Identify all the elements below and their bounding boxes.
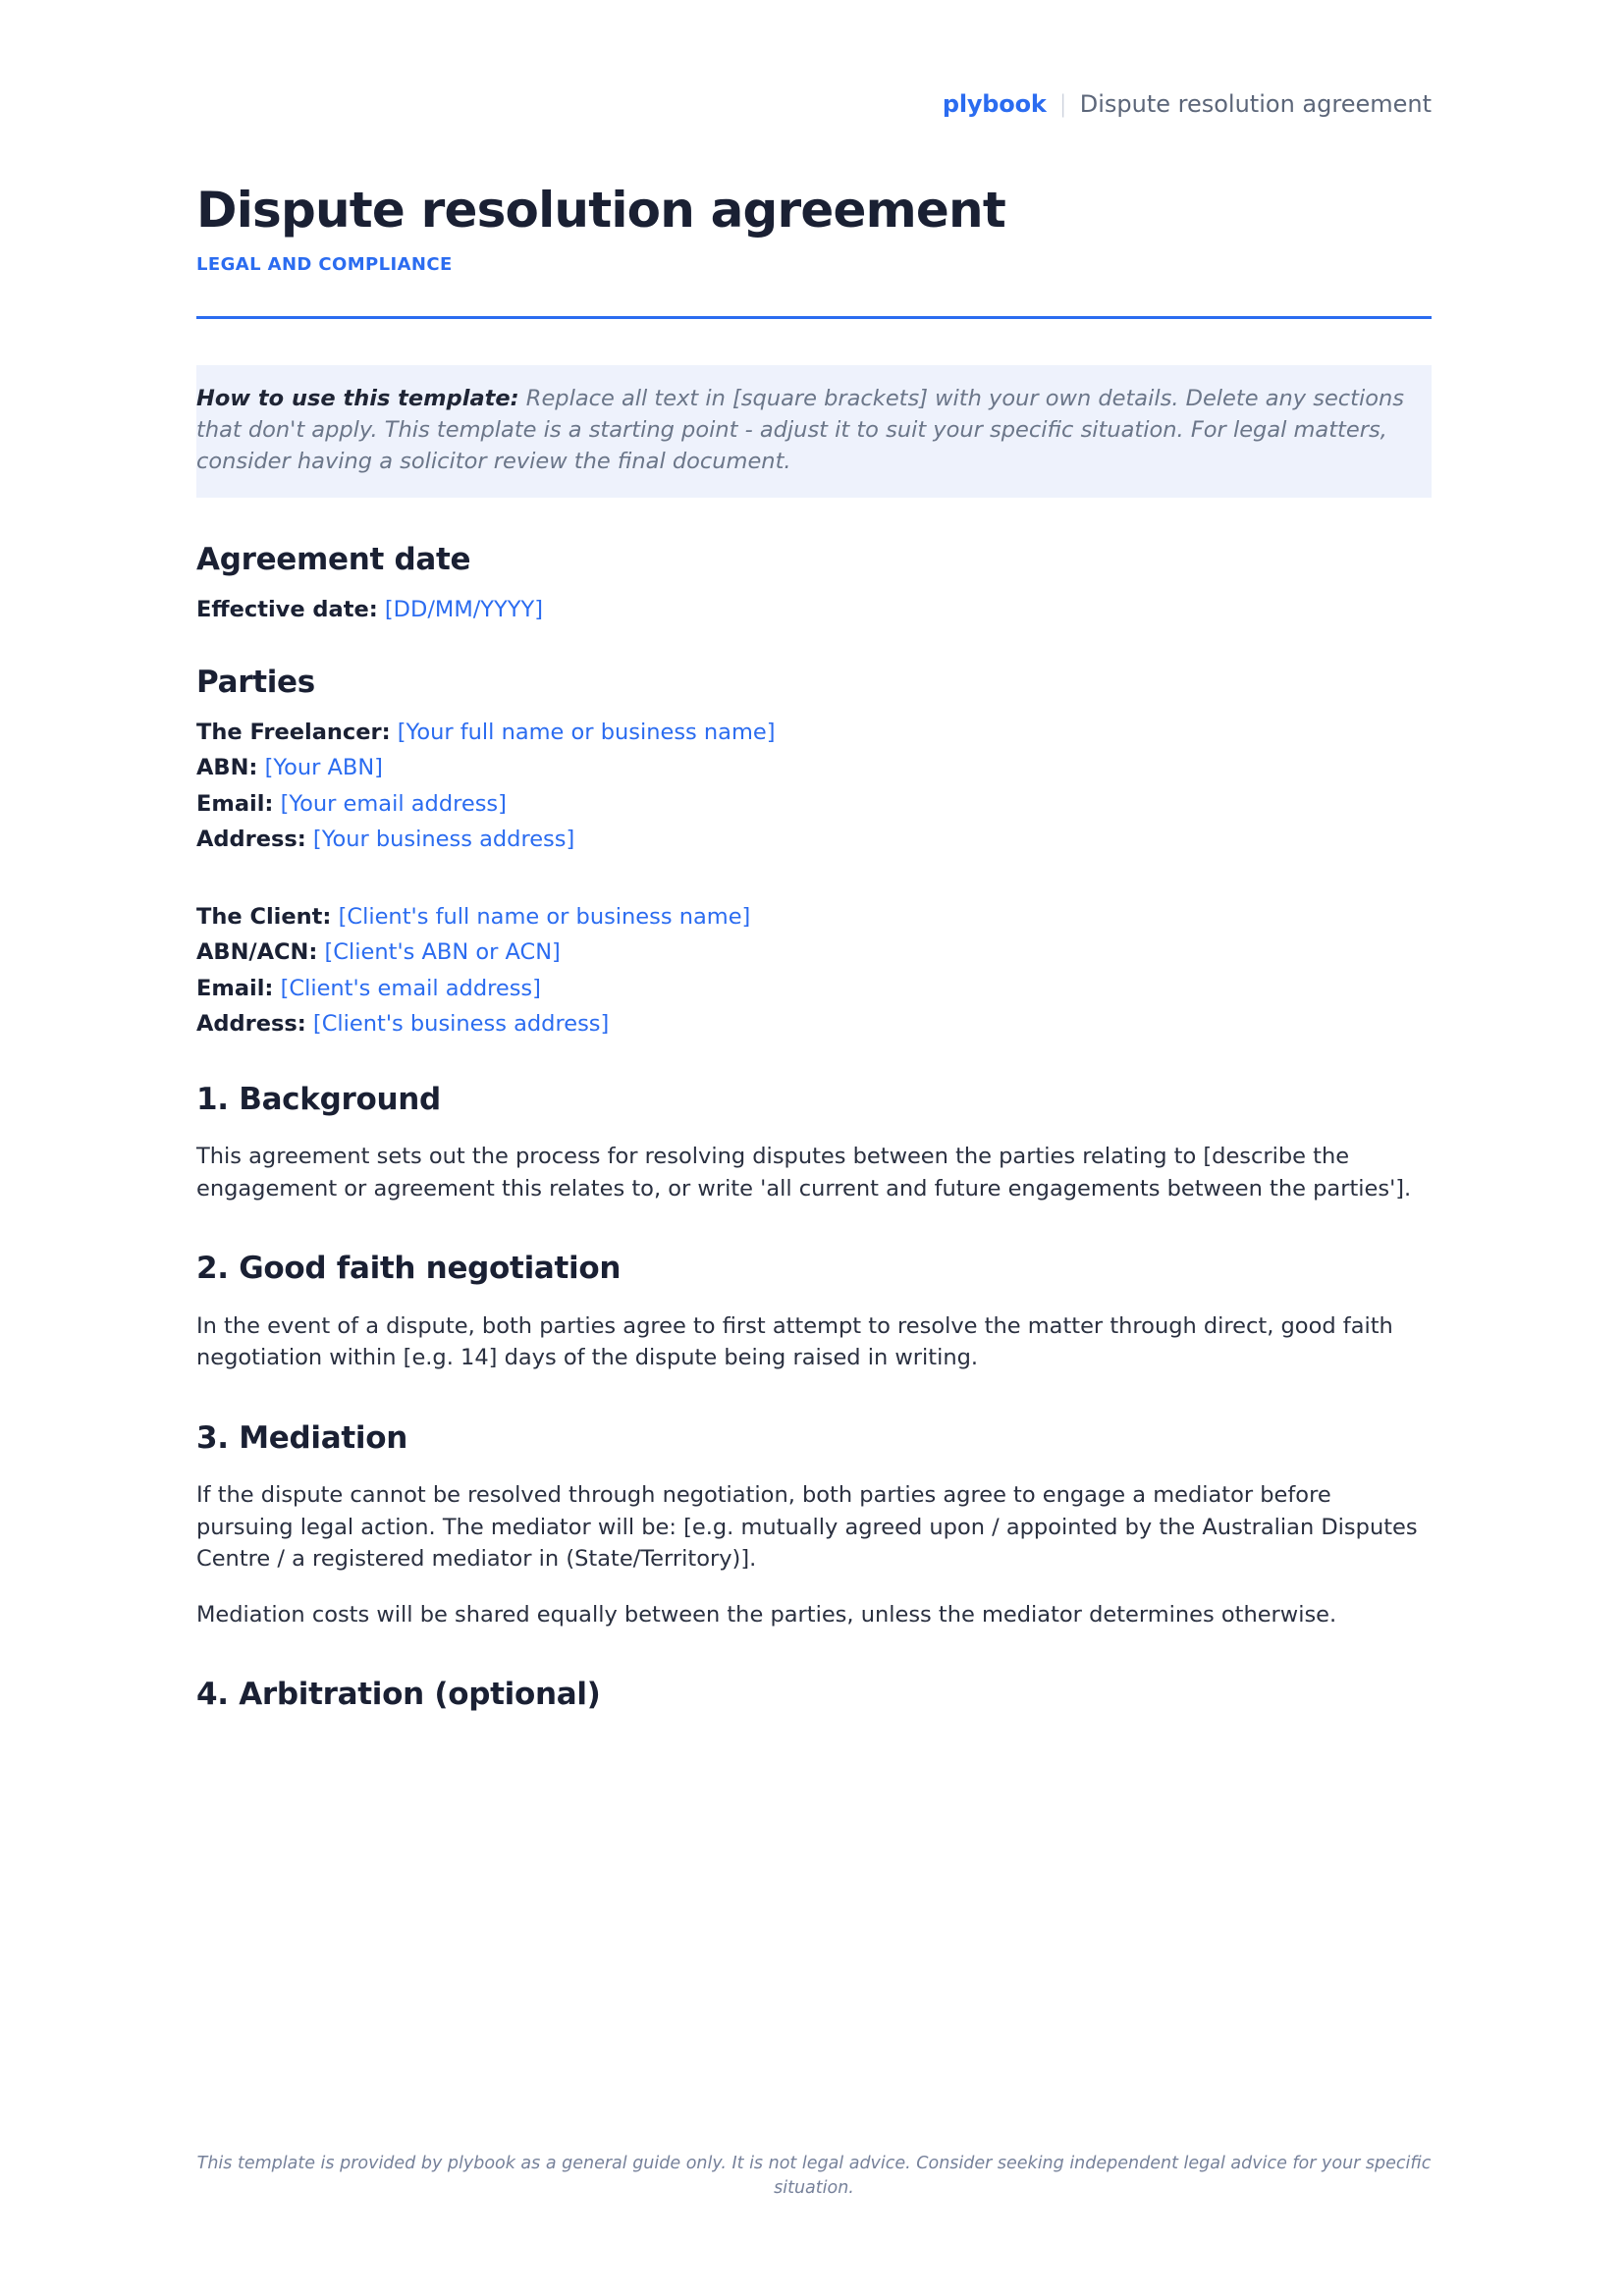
document-header [196, 90, 1432, 118]
heading-section-2: 2. Good faith negotiation [196, 1251, 622, 1287]
field-freelancer-address [196, 828, 1432, 851]
field-label: Effective date: [196, 597, 378, 623]
document-body [196, 542, 1432, 1714]
field-client-name [196, 903, 1432, 930]
field-client-email [196, 975, 1432, 1001]
callout-body: Replace all text in [square brackets] with your own details. Delete any sections that don't apply. This template is a starting point - adjust it to suit your specific situation. For legal matters, consider having a solicitor review the final document. [196, 386, 1404, 475]
header-separator: | [1058, 90, 1067, 118]
field-value: [Client's full name or business name] [338, 903, 751, 930]
field-freelancer-email [196, 790, 1432, 817]
field-label: Email: [196, 975, 274, 1001]
paragraph-section-2-0: In the event of a dispute, both parties agree to first attempt to resolve the matter through direct, good faith negotiation within [e.g. 14] days of the dispute being raised in writing. [196, 1312, 1393, 1371]
field-label: ABN: [196, 755, 258, 781]
field-value: [Your email address] [280, 790, 507, 817]
callout-text [196, 383, 1420, 478]
header-document-name: Dispute resolution agreement [1079, 90, 1432, 118]
field-value: [DD/MM/YYYY] [384, 597, 544, 623]
paragraph-section-3-0: If the dispute cannot be resolved through negotiation, both parties agree to engage a mediator before pursuing legal action. The mediator will be: [e.g. mutually agreed upon / appointed by the Australian Disputes Centre / a registered mediator in (State/Territory)]. [196, 1481, 1418, 1573]
heading-agreement-date: Agreement date [196, 542, 471, 577]
heading-parties: Parties [196, 664, 315, 700]
field-label: Email: [196, 790, 274, 817]
field-client-address [196, 1013, 1432, 1036]
field-freelancer-name [196, 721, 1432, 744]
field-label: Address: [196, 827, 306, 853]
field-freelancer-abn [196, 757, 1432, 779]
page-category-kicker: LEGAL AND COMPLIANCE [196, 253, 453, 275]
heading-section-1: 1. Background [196, 1081, 441, 1117]
paragraph-section-3-1: Mediation costs will be shared equally between the parties, unless the mediator determines otherwise. [196, 1601, 1337, 1628]
title-divider [196, 316, 1432, 319]
field-label: The Freelancer: [196, 719, 391, 745]
field-label: The Client: [196, 903, 332, 930]
page-title: Dispute resolution agreement [196, 182, 1005, 239]
field-client-abn-acn [196, 941, 1432, 964]
field-value: [Your business address] [312, 827, 575, 853]
heading-section-4: 4. Arbitration (optional) [196, 1677, 601, 1713]
field-value: [Your ABN] [264, 755, 383, 781]
field-value: [Client's ABN or ACN] [324, 939, 561, 966]
title-block [196, 182, 1432, 319]
field-label: ABN/ACN: [196, 939, 318, 966]
field-effective-date [196, 599, 1432, 621]
how-to-use-callout [196, 365, 1432, 498]
heading-section-3: 3. Mediation [196, 1419, 407, 1456]
field-label: Address: [196, 1011, 306, 1038]
brand-logo: plybook [942, 90, 1047, 118]
callout-lead: How to use this template: [196, 386, 519, 411]
field-value: [Your full name or business name] [397, 719, 776, 745]
field-value: [Client's business address] [312, 1011, 610, 1038]
document-footer: This template is provided by plybook as a general guide only. It is not legal advice. Consider seeking independent legal advice for your specific situation. [196, 2154, 1432, 2199]
paragraph-section-1-0: This agreement sets out the process for resolving disputes between the parties relating to [describe the engagement or agreement this relates to, or write 'all current and future engagements between the parties']. [196, 1144, 1412, 1201]
field-value: [Client's email address] [280, 975, 541, 1001]
